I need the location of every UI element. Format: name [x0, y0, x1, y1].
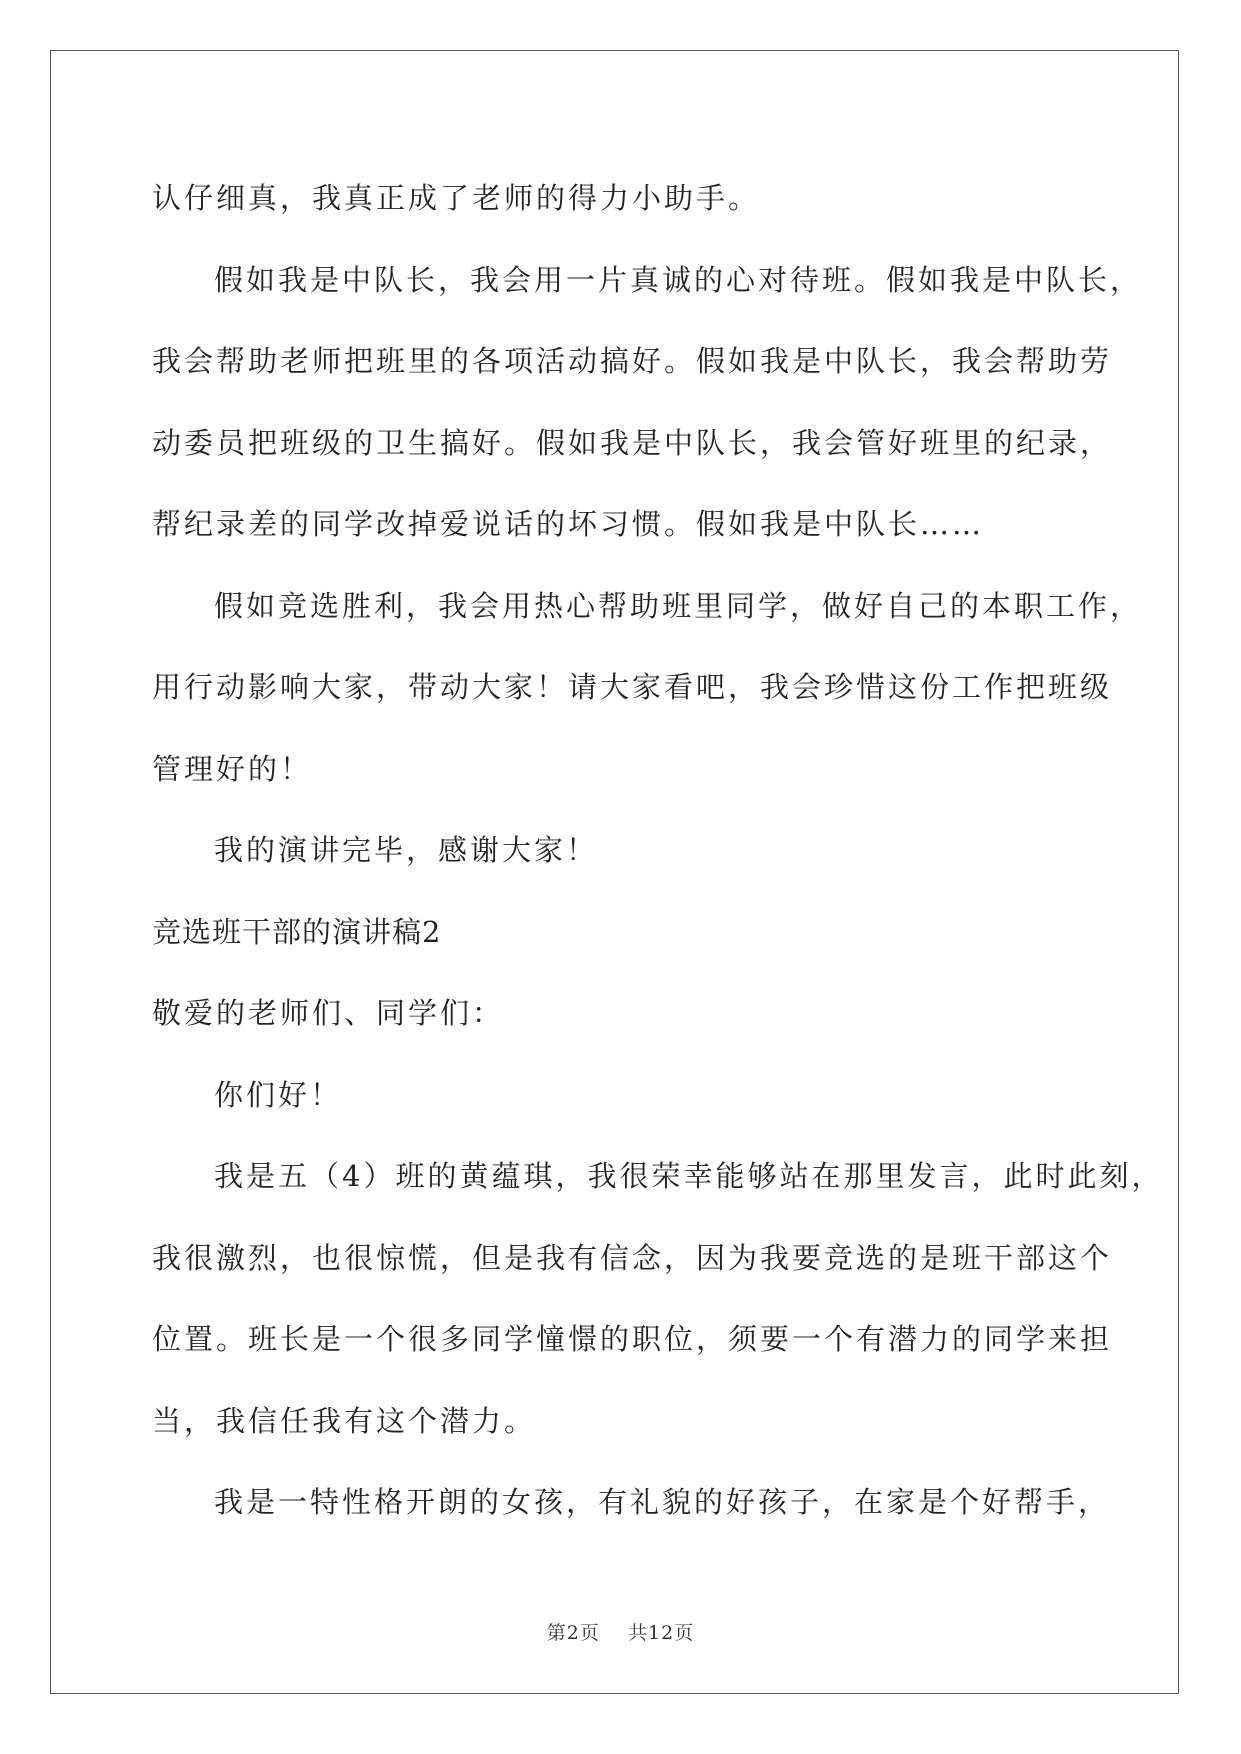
- text-line: 我很激烈，也很惊慌，但是我有信念，因为我要竞选的是班干部这个: [152, 1240, 1113, 1275]
- text-line: 假如我是中队长，我会用一片真诚的心对待班。假如我是中队长，: [214, 262, 1143, 297]
- text-line: 当，我信任我有这个潜力。: [152, 1403, 537, 1438]
- text-line: 帮纪录差的同学改掉爱说话的坏习惯。假如我是中队长……: [152, 507, 985, 541]
- text-line: 认仔细真，我真正成了老师的得力小助手。: [152, 181, 761, 215]
- text-line: 我是一特性格开朗的女孩，有礼貌的好孩子，在家是个好帮手，: [214, 1485, 1111, 1519]
- document-body: [152, 158, 1164, 1544]
- text-line: 动委员把班级的卫生搞好。假如我是中队长，我会管好班里的纪录，: [152, 425, 1113, 460]
- text-line: 管理好的！: [152, 751, 313, 786]
- text-line: 位置。班长是一个很多同学憧憬的职位，须要一个有潜力的同学来担: [152, 1322, 1113, 1356]
- text-line: 我是五（4）班的黄蕴琪，我很荣幸能够站在那里发言，此时此刻，: [214, 1159, 1164, 1193]
- section-heading: 竞选班干部的演讲稿2: [152, 914, 442, 949]
- text-line: 我会帮助老师把班里的各项活动搞好。假如我是中队长，我会帮助劳: [152, 344, 1113, 378]
- text-line: 我的演讲完毕，感谢大家！: [214, 833, 599, 867]
- greeting: 你们好！: [214, 1077, 343, 1112]
- text-line: 用行动影响大家，带动大家！请大家看吧，我会珍惜这份工作把班级: [152, 670, 1113, 704]
- text-line: 假如竞选胜利，我会用热心帮助班里同学，做好自己的本职工作，: [214, 588, 1143, 623]
- salutation: 敬爱的老师们、同学们：: [152, 996, 505, 1030]
- page-footer: [0, 1618, 1241, 1645]
- page-total: 共12页: [628, 1622, 695, 1644]
- page-number: 第2页: [546, 1622, 600, 1644]
